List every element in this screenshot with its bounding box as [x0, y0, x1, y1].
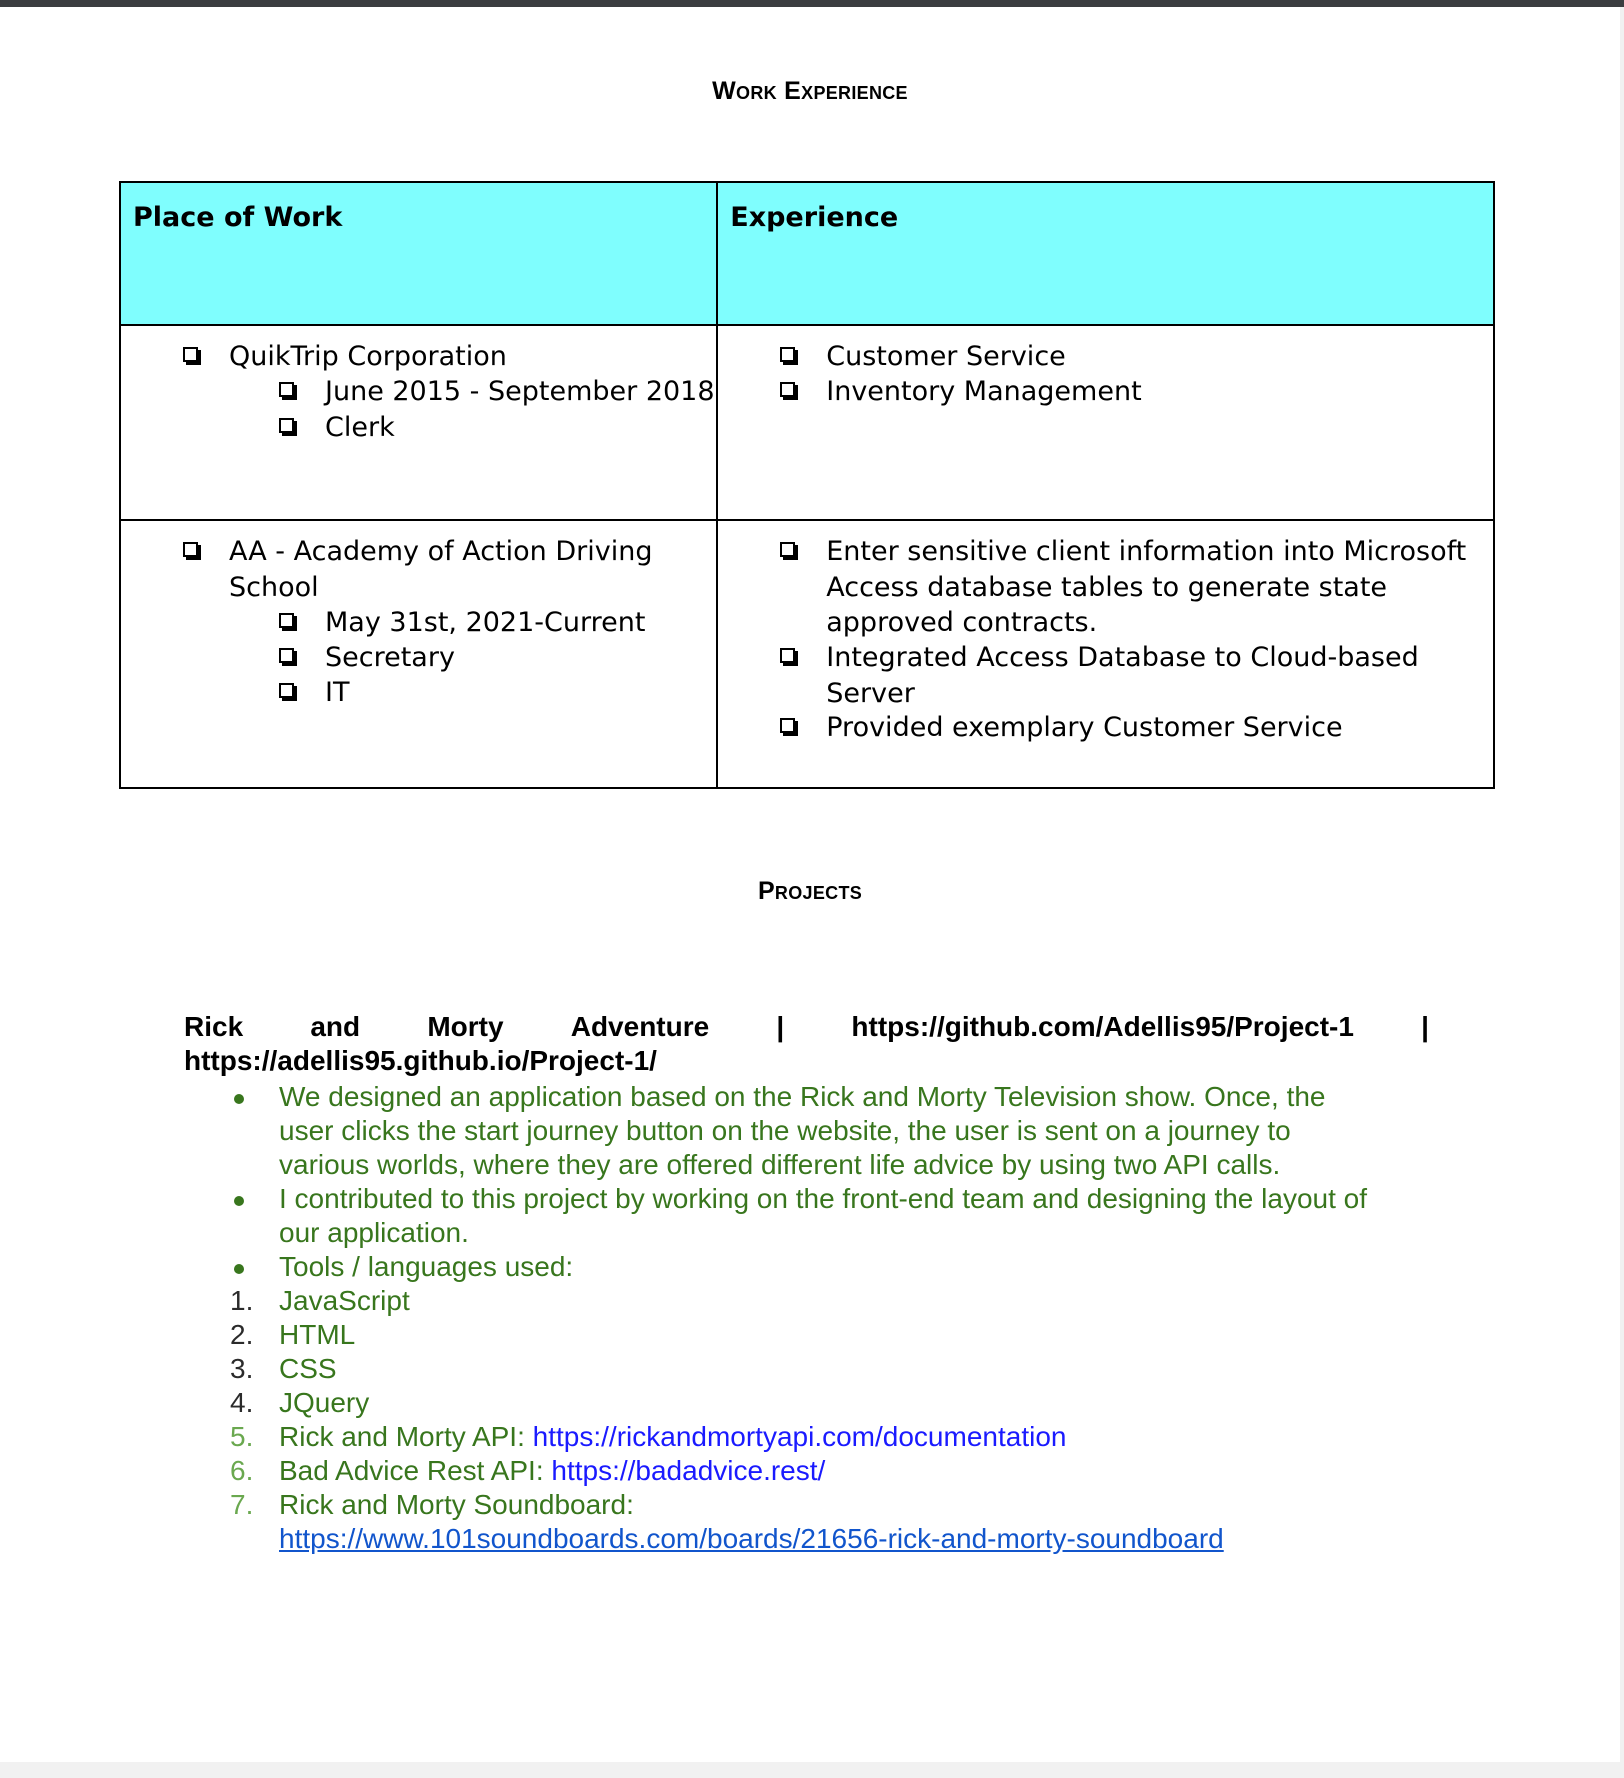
list-number: 7. [230, 1489, 254, 1520]
tool-name: Rick and Morty Soundboard: [279, 1489, 634, 1520]
list-item [325, 605, 645, 641]
table-row [120, 325, 1494, 520]
list-item [826, 339, 1066, 375]
list-item [230, 1318, 1430, 1352]
separator: | [776, 1011, 785, 1042]
dates: May 31st, 2021-Current [325, 607, 646, 638]
bullet-icon [234, 1094, 244, 1104]
list-item [230, 1284, 1430, 1318]
soundboard-link[interactable]: https://www.101soundboards.com/boards/21656-rick-and-morty-soundboard [279, 1523, 1224, 1554]
project-name-word: and [310, 1011, 361, 1042]
checkbox-bullet-icon [279, 382, 294, 397]
project-name-word: Rick [184, 1011, 244, 1042]
experience-text: approved contracts. [826, 607, 1098, 638]
project-name-word: Adventure [570, 1011, 710, 1042]
header-place-of-work: Place of Work [120, 182, 717, 325]
bullet-text: I contributed to this project by working on the front-end team and designing the layout of [279, 1183, 1367, 1214]
bullet-icon [234, 1196, 244, 1206]
api-link[interactable]: https://rickandmortyapi.com/documentation [532, 1421, 1067, 1452]
checkbox-bullet-icon [279, 418, 294, 433]
place-name: AA - Academy of Action Driving [229, 536, 653, 567]
bullet-text: various worlds, where they are offered different life advice by using two API calls. [279, 1149, 1281, 1180]
bullet-icon [234, 1264, 244, 1274]
experience-text: Access database tables to generate state [826, 571, 1388, 603]
tool-name: HTML [279, 1319, 356, 1350]
bullet-text: Tools / languages used: [279, 1251, 574, 1282]
tool-name: Rick and Morty API: [279, 1421, 525, 1452]
role: IT [325, 677, 350, 708]
table-row [120, 520, 1494, 788]
table-header-row [120, 182, 1494, 325]
list-item [230, 1420, 1430, 1454]
checkbox-bullet-icon [780, 648, 795, 663]
experience-cell [718, 521, 1493, 787]
experience-text: Enter sensitive client information into Microsoft [826, 536, 1467, 567]
tool-name: Bad Advice Rest API: [279, 1455, 544, 1486]
list-number: 1. [230, 1285, 254, 1316]
list-item [229, 339, 507, 375]
work-experience-title: Work Experience [712, 77, 908, 105]
list-item [230, 1352, 1430, 1386]
projects-title: Projects [757, 877, 863, 905]
place-name-cont: School [229, 571, 319, 603]
role: Secretary [325, 642, 455, 673]
project-details-list [230, 1080, 1430, 1556]
repo-link[interactable]: https://github.com/Adellis95/Project-1 [851, 1011, 1354, 1042]
checkbox-bullet-icon [183, 347, 198, 362]
place-name: QuikTrip Corporation [229, 341, 507, 372]
work-experience-table [119, 181, 1495, 789]
project-heading [184, 1010, 1429, 1078]
list-item [826, 710, 1342, 746]
checkbox-bullet-icon [183, 542, 198, 557]
list-item [230, 1488, 1430, 1556]
list-item [325, 640, 455, 676]
list-item [826, 374, 1141, 410]
header-experience: Experience [717, 182, 1494, 325]
experience-text: Integrated Access Database to Cloud-based [826, 642, 1419, 673]
separator: | [1421, 1011, 1429, 1042]
list-item [325, 675, 349, 711]
list-item [230, 1386, 1430, 1420]
checkbox-bullet-icon [780, 718, 795, 733]
list-item [230, 1250, 1430, 1284]
list-number: 2. [230, 1319, 254, 1350]
experience-text: Inventory Management [826, 376, 1142, 407]
bullet-text: our application. [279, 1217, 469, 1248]
list-item [229, 534, 652, 605]
tool-name: CSS [279, 1353, 337, 1384]
list-item [325, 374, 715, 410]
experience-text: Customer Service [826, 341, 1066, 372]
bullet-text: user clicks the start journey button on the website, the user is sent on a journey to [279, 1115, 1291, 1146]
checkbox-bullet-icon [279, 648, 294, 663]
viewer-top-bar [0, 0, 1624, 7]
list-number: 4. [230, 1387, 254, 1418]
list-item [230, 1454, 1430, 1488]
dates: June 2015 - September 2018 [325, 376, 715, 407]
site-link[interactable]: https://adellis95.github.io/Project-1/ [184, 1045, 657, 1076]
list-number: 5. [230, 1421, 254, 1452]
role: Clerk [325, 412, 395, 443]
experience-text: Server [826, 677, 915, 709]
list-item [826, 534, 1466, 641]
tool-name: JQuery [279, 1387, 370, 1418]
experience-text: Provided exemplary Customer Service [826, 712, 1343, 743]
list-item [325, 410, 395, 446]
place-cell [121, 326, 716, 519]
bullet-text: We designed an application based on the Rick and Morty Television show. Once, the [279, 1081, 1326, 1112]
list-item [230, 1080, 1430, 1182]
checkbox-bullet-icon [279, 613, 294, 628]
tool-name: JavaScript [279, 1285, 410, 1316]
checkbox-bullet-icon [780, 382, 795, 397]
list-number: 6. [230, 1455, 254, 1486]
api-link[interactable]: https://badadvice.rest/ [551, 1455, 826, 1486]
list-item [230, 1182, 1430, 1250]
project-name-word: Morty [427, 1011, 504, 1042]
place-cell [121, 521, 716, 787]
checkbox-bullet-icon [780, 542, 795, 557]
checkbox-bullet-icon [780, 347, 795, 362]
list-number: 3. [230, 1353, 254, 1384]
experience-cell [718, 326, 1493, 519]
checkbox-bullet-icon [279, 683, 294, 698]
document-page [0, 7, 1620, 1762]
list-item [826, 640, 1418, 711]
